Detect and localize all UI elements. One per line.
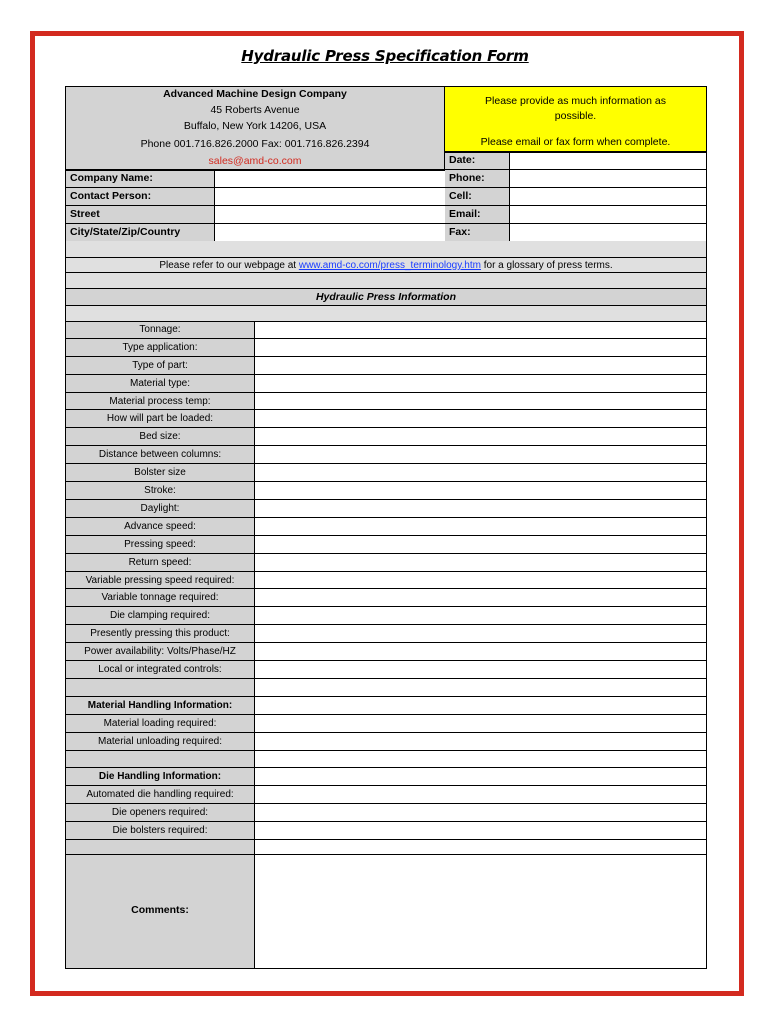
contact-field[interactable] [509, 224, 707, 242]
field-label: Die openers required: [111, 807, 209, 818]
field-input[interactable] [254, 715, 707, 733]
field-label: Automated die handling required: [86, 789, 234, 800]
field-label: Type application: [122, 342, 198, 353]
field-input[interactable] [254, 446, 707, 464]
contact-label: Phone: [449, 172, 485, 184]
field-input[interactable] [254, 536, 707, 554]
contact-label: Contact Person: [70, 190, 152, 202]
field-label: Stroke: [144, 485, 176, 496]
field-input[interactable] [254, 357, 707, 375]
contact-field[interactable] [214, 188, 445, 206]
field-label: Die bolsters required: [112, 825, 208, 836]
blank-row-label [65, 679, 255, 697]
field-label: Variable pressing speed required: [85, 575, 235, 586]
field-label: Bed size: [139, 431, 181, 442]
field-label: Pressing speed: [124, 539, 196, 550]
instructions-line-2: possible. [554, 110, 597, 122]
form-title: Hydraulic Press Specification Form [241, 47, 529, 65]
blank-row-field [254, 751, 707, 768]
field-input[interactable] [254, 625, 707, 643]
field-label: Die clamping required: [109, 610, 211, 621]
field-input[interactable] [254, 321, 707, 339]
contact-field[interactable] [509, 170, 707, 188]
glossary-text-before: Please refer to our webpage at [159, 260, 299, 271]
field-input[interactable] [254, 572, 707, 589]
contact-field[interactable] [509, 206, 707, 224]
spacer-band-1 [65, 241, 707, 258]
field-label: Type of part: [132, 360, 188, 371]
material-handling-title: Material Handling Information: [87, 700, 233, 711]
field-label: Material process temp: [109, 396, 211, 407]
field-input[interactable] [254, 410, 707, 428]
contact-field[interactable] [509, 188, 707, 206]
field-input[interactable] [254, 554, 707, 572]
field-input[interactable] [254, 339, 707, 357]
field-label: Return speed: [128, 557, 192, 568]
field-label: Bolster size [134, 467, 186, 478]
contact-label: Fax: [449, 226, 471, 238]
field-input[interactable] [254, 428, 707, 446]
contact-label: City/State/Zip/Country [70, 226, 181, 238]
field-label: Advance speed: [124, 521, 196, 532]
glossary-text-after: for a glossary of press terms. [480, 260, 613, 271]
instructions-line-1: Please provide as much information as [485, 95, 666, 107]
field-input[interactable] [254, 733, 707, 751]
company-address-2: Buffalo, New York 14206, USA [183, 120, 327, 132]
contact-label: Street [70, 208, 100, 220]
field-input[interactable] [254, 500, 707, 518]
contact-label: Company Name: [70, 172, 153, 184]
section-title: Hydraulic Press Information [315, 291, 457, 303]
contact-field[interactable] [509, 152, 707, 170]
company-phone-fax: Phone 001.716.826.2000 Fax: 001.716.826.2394 [140, 138, 370, 150]
field-label: Material loading required: [103, 718, 217, 729]
blank-row-field [254, 679, 707, 697]
field-label: Power availability: Volts/Phase/HZ [84, 646, 236, 657]
company-name: Advanced Machine Design Company [163, 88, 347, 100]
field-label: Variable tonnage required: [101, 592, 219, 603]
field-input[interactable] [254, 375, 707, 393]
field-label: Material type: [129, 378, 191, 389]
field-input[interactable] [254, 822, 707, 840]
company-email[interactable]: sales@amd-co.com [208, 155, 302, 167]
field-input[interactable] [254, 482, 707, 500]
field-input[interactable] [254, 464, 707, 482]
spacer-band-2 [65, 272, 707, 288]
glossary-link[interactable]: www.amd-co.com/press_terminology.htm [298, 260, 481, 271]
contact-label: Date: [449, 154, 476, 166]
material-handling-title-field [254, 697, 707, 715]
field-label: Presently pressing this product: [90, 628, 230, 639]
comments-label: Comments: [131, 904, 189, 916]
field-label: Distance between columns: [98, 449, 222, 460]
instructions-line-3: Please email or fax form when complete. [480, 136, 671, 148]
comments-field[interactable] [254, 854, 707, 969]
die-handling-title: Die Handling Information: [98, 771, 222, 782]
field-input[interactable] [254, 804, 707, 822]
spacer-band-3 [65, 306, 707, 321]
field-input[interactable] [254, 786, 707, 804]
field-input[interactable] [254, 643, 707, 661]
field-input[interactable] [254, 393, 707, 410]
field-label: Local or integrated controls: [98, 664, 222, 675]
field-label: Tonnage: [139, 324, 181, 335]
field-input[interactable] [254, 518, 707, 536]
contact-label: Email: [449, 208, 481, 220]
field-label: Material unloading required: [98, 736, 222, 747]
field-label: Daylight: [140, 503, 180, 514]
contact-field[interactable] [214, 224, 445, 242]
blank-row-label [65, 751, 255, 768]
field-input[interactable] [254, 607, 707, 625]
glossary-note [65, 259, 707, 272]
contact-field[interactable] [214, 206, 445, 224]
contact-label: Cell: [449, 190, 472, 202]
field-label: How will part be loaded: [106, 413, 214, 424]
field-input[interactable] [254, 661, 707, 679]
field-input[interactable] [254, 589, 707, 607]
contact-field[interactable] [214, 170, 445, 188]
die-handling-title-field [254, 768, 707, 786]
company-address-1: 45 Roberts Avenue [210, 104, 300, 116]
